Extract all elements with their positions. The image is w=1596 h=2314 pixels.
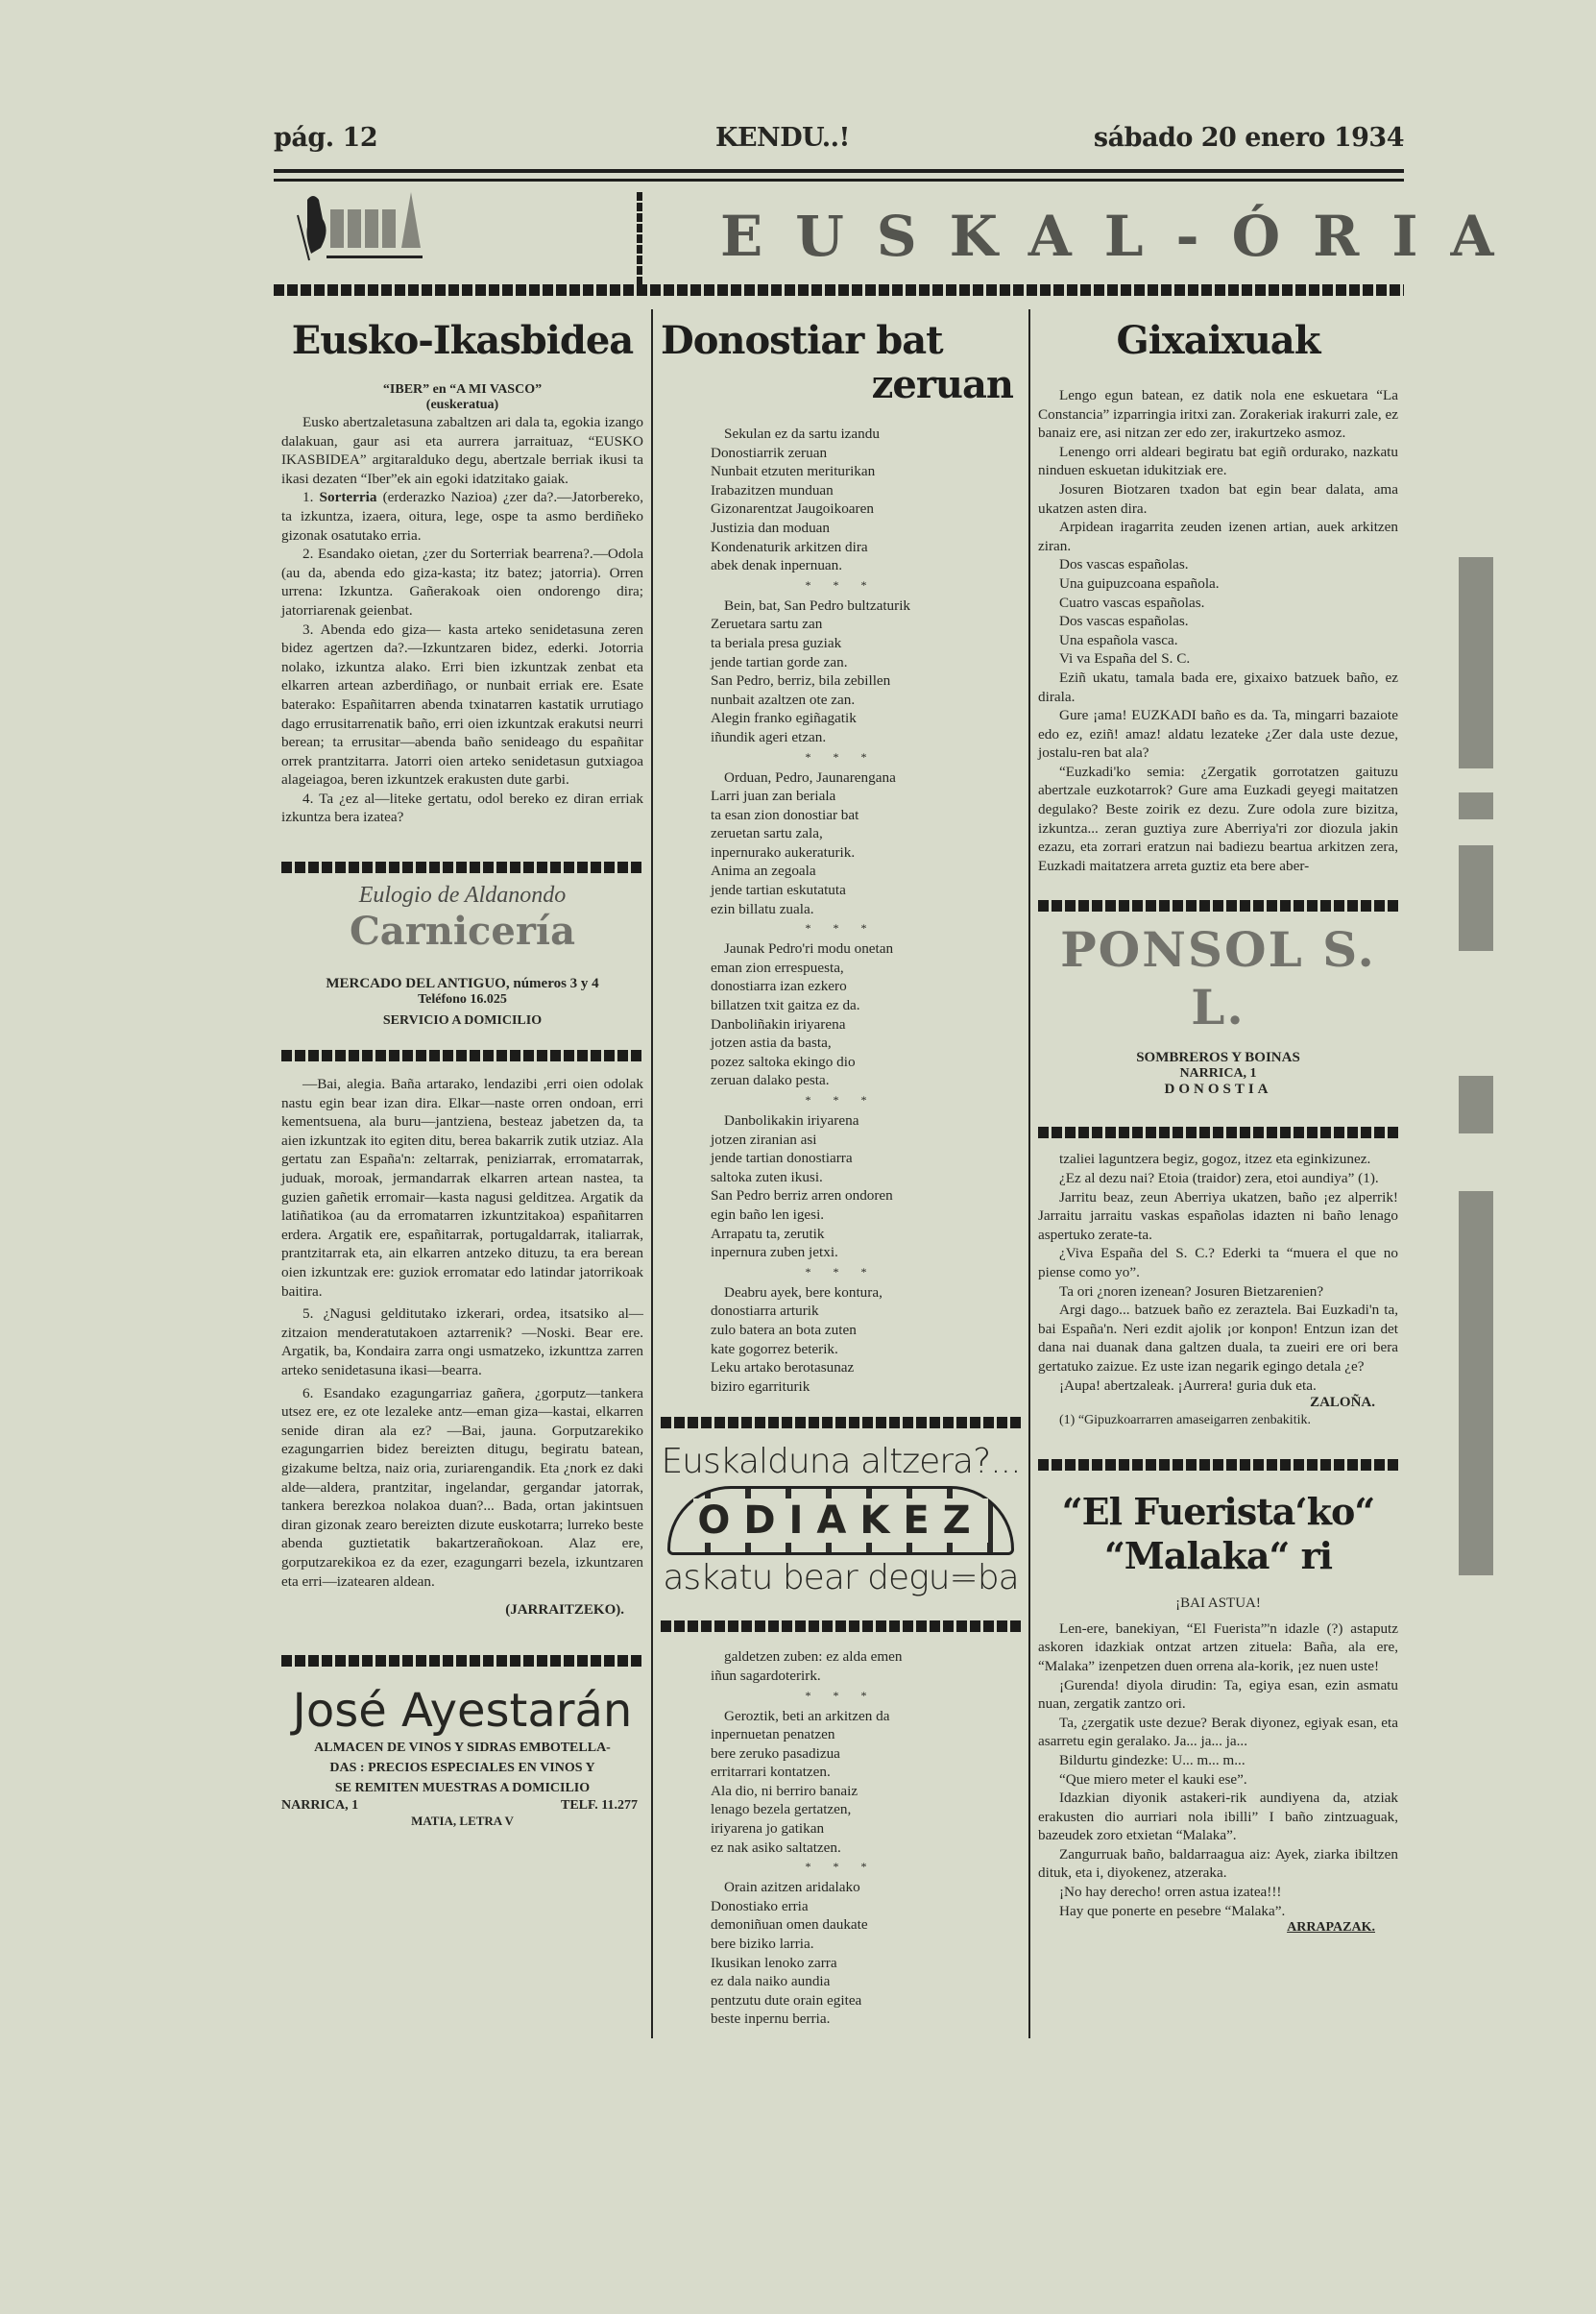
paragraph: Una española vasca. bbox=[1059, 631, 1178, 648]
ad-logo-text: ODIAKEZ bbox=[693, 1498, 987, 1543]
item-number: 6. bbox=[302, 1384, 314, 1401]
article-title-2b: “Malaka“ ri bbox=[1103, 1533, 1333, 1577]
ad-line: SOMBREROS Y BOINAS bbox=[1136, 1050, 1300, 1066]
banner-divider bbox=[637, 192, 642, 296]
poem-line: inpernurako aukeraturik. bbox=[711, 843, 856, 861]
paragraph: ¿Ez al dezu nai? Etoia (traidor) zera, etoi aundiya” (1). bbox=[1059, 1170, 1379, 1187]
poem-line: egin baño len igesi. bbox=[711, 1206, 825, 1223]
article-subtitle: “IBER” en “A MI VASCO” bbox=[382, 382, 543, 397]
article-title: Gixaixuak bbox=[1116, 318, 1320, 363]
advertisement-ayestaran bbox=[281, 1684, 643, 1829]
divider bbox=[661, 1417, 1021, 1428]
poem-line: jotzen ziranian asi bbox=[711, 1131, 817, 1148]
poem-line: bere zeruko pasadizua bbox=[711, 1744, 840, 1762]
ad-owner: Eulogio de Aldanondo bbox=[358, 883, 567, 909]
paragraph: Cuatro vascas españolas. bbox=[1059, 594, 1205, 611]
ad-name: José Ayestarán bbox=[292, 1684, 633, 1739]
ad-line: SE REMITEN MUESTRAS A DOMICILIO bbox=[334, 1781, 591, 1796]
poem-stanza bbox=[711, 939, 1021, 1090]
poem-line: demoniñuan omen daukate bbox=[711, 1916, 868, 1934]
paragraph: ¡Gurenda! diyola dirudin: Ta, egiya esan, ezin asmatu nuan, zergatik zantzo ori. bbox=[1038, 1676, 1398, 1713]
item-text: Esandako oietan, ¿zer du Sorterriak bearrena?.—Odola (au da, abenda edo giza-kasta; itz batez; jatorria). Orren urrena: Izkuntza. Gañerakoak oien ondorengo dira; jatorriarenak geienbat. bbox=[281, 546, 643, 619]
paragraph bbox=[281, 1384, 643, 1592]
poem-title-line-2: zeruan bbox=[871, 362, 1013, 407]
poem-title-line-1: Donostiar bat bbox=[661, 318, 943, 363]
numbered-paragraph bbox=[281, 545, 643, 620]
item-text: Esandako ezagungarriaz gañera, ¿gorputz—tankera utsez ere, ez ote lezaleke antz—eman giza—kastai, elkarren senide diran ala ez? —Bai, jauna. Gorputzarekiko ezagungarrien bidez bereizten ditugu, begiratu batean, gizakume beltza, naiz oria, zuriarengandik. Eta ¿nork ez daki alde—aldera, prantzitar, ingelandar, gergandar jatorrak, tankera berezkoa nolakoa duan?... Bada, ortan jakintsuen diran gizonak zearo bereizten dizute euskotarra; lurreko beste abenda guztietatik bakartzerañokoan. Alaz ere, gorputzarekikoa ez da ezer, ezagungarri bezela, izkuntzaren eta erri—izatearen aldean. bbox=[281, 1384, 643, 1590]
poem-line: donostiarra arturik bbox=[711, 1303, 819, 1320]
stanza-separator: * * * bbox=[805, 577, 877, 592]
poem-line: Anima an zegoala bbox=[711, 863, 816, 880]
article-signature: ARRAPAZAK. bbox=[1287, 1920, 1375, 1936]
item-text: ¿Nagusi gelditutako izkerari, ordea, itsatsiko al—zitzaion menderatutakoen aztarrenik? —Noski. Bear ere. Argatik, ba, Kondaira zarra ongi usmatzeko, izkunttza zarren arteko senidetasuna ikasi—bearra. bbox=[281, 1305, 643, 1378]
poem-line: jotzen astia da basta, bbox=[711, 1035, 832, 1052]
paragraph: Hay que ponerte en pesebre “Malaka”. bbox=[1059, 1902, 1286, 1919]
poem-line: Alegin franko egiñagatik bbox=[711, 710, 857, 727]
footnote-text: (1) “Gipuzkoarrarren amaseigarren zenbakitik. bbox=[1059, 1413, 1311, 1428]
article-title: Eusko-Ikasbidea bbox=[291, 318, 634, 363]
paragraph: Arpidean iragarrita zeuden izenen artian, auek arkitzen ziran. bbox=[1038, 519, 1398, 554]
poem-stanza bbox=[711, 1283, 1021, 1397]
poem-line: ezin billatu zuala. bbox=[711, 900, 814, 917]
ad-phone: TELF. 11.277 bbox=[560, 1798, 638, 1814]
poem-line: inpernuetan penatzen bbox=[711, 1726, 835, 1743]
divider bbox=[1038, 900, 1398, 912]
item-number: 2. bbox=[302, 546, 314, 563]
poem-line: jende tartian gorde zan. bbox=[711, 653, 848, 670]
item-number: 3. bbox=[302, 621, 314, 638]
poem-line: Irabazitzen munduan bbox=[711, 481, 834, 499]
poem-line: jende tartian eskutatuta bbox=[711, 882, 846, 899]
paragraph: Una guipuzcoana española. bbox=[1059, 574, 1220, 592]
poem-stanza bbox=[711, 1647, 1021, 1685]
divider bbox=[281, 1655, 643, 1667]
poem-line: Ala dio, ni berriro banaiz bbox=[711, 1782, 858, 1799]
issue-date: sábado 20 enero 1934 bbox=[1093, 123, 1404, 153]
advertisement-odiakez bbox=[661, 1438, 1021, 1601]
stanza-separator: * * * bbox=[805, 1093, 877, 1107]
poem-line: ta esan zion donostiar bat bbox=[711, 806, 859, 823]
poem-line: zeruan dalako pesta. bbox=[711, 1072, 830, 1089]
poem-line: abek denak inpernuan. bbox=[711, 557, 843, 574]
poem-line: Gizonarentzat Jaugoikoaren bbox=[711, 500, 874, 518]
divider bbox=[281, 1050, 643, 1061]
paragraph: Josuren Biotzaren txadon bat egin bear dalata, ama ukatzen asten dira. bbox=[1038, 480, 1398, 517]
poem-line: Nunbait etzuten meriturikan bbox=[711, 463, 876, 480]
divider bbox=[1038, 1127, 1398, 1138]
ad-phone: Teléfono 16.025 bbox=[418, 992, 507, 1008]
stanza-separator: * * * bbox=[805, 749, 877, 764]
poem-line: galdetzen zuben: ez alda emen bbox=[724, 1648, 903, 1666]
paragraph: ¡No hay derecho! orren astua izatea!!! bbox=[1059, 1884, 1282, 1901]
poem-stanza bbox=[711, 597, 1021, 747]
newspaper-title: KENDU..! bbox=[715, 123, 850, 153]
article-signoff: (JARRAITZEKO). bbox=[505, 1602, 624, 1619]
poem-line: ta beriala presa guziak bbox=[711, 634, 842, 651]
article-title-2a: “El Fuerista‘ko“ bbox=[1061, 1489, 1375, 1533]
item-text: Abenda edo giza— kasta arteko senidetasuna zeren bidez agertzen da?.—Izkuntzaren bidez, ederki. Jotorria nolako, izkuntza alako. Erri bien izkuntzak zenbat eta elkarren artean azberdiñago, or nunbait erriak ere. Esate baterako: Españitarren abenda txinatarren kastatik urrutiago dago errusitarrenatik baño, erri oien izkuntzak erakutsi neurri berean; ta errusitar—abenda baño senideago du españitar orrek prantzitarra. Jatorri oien arteko senidetasun gutxiagoa alageiagoa, beren izkuntzek erakusten dute garbi. bbox=[281, 621, 643, 789]
poem-body bbox=[661, 425, 1021, 1396]
poem-line: Bein, bat, San Pedro bultzaturik bbox=[724, 597, 911, 614]
item-term: Sorterria bbox=[319, 489, 377, 506]
stanza-separator: * * * bbox=[805, 921, 877, 936]
poem-line: zeruetan sartu zala, bbox=[711, 825, 823, 842]
numbered-paragraph bbox=[281, 621, 643, 790]
poem-line: Geroztik, beti an arkitzen da bbox=[724, 1707, 890, 1724]
stanza-separator: * * * bbox=[805, 1860, 877, 1874]
banner-rule bbox=[274, 284, 1404, 296]
paragraph: Zangurruak baño, baldarraagua aiz: Ayek, ziarka ibiltzen dituk, eta i, diyokenez, atzeraka. bbox=[1038, 1845, 1398, 1882]
poem-line: ez nak asiko saltatzen. bbox=[711, 1839, 841, 1856]
ad-line: DONOSTIA bbox=[1164, 1082, 1272, 1098]
paragraph: Ta, ¿zergatik uste dezue? Berak diyonez, egiyak esan, eta asarretu egin geralako. Ja... ja... ja... bbox=[1038, 1714, 1398, 1750]
poem-line: Deabru ayek, bere kontura, bbox=[724, 1283, 883, 1301]
poem-line: beste inpernu berria. bbox=[711, 2010, 831, 2028]
poem-line: Danboliñakin iriyarena bbox=[711, 1015, 846, 1033]
column-1 bbox=[274, 309, 651, 2038]
page-number: pág. 12 bbox=[274, 123, 378, 153]
poem-line: Leku artako berotasunaz bbox=[711, 1359, 855, 1376]
poem-line: iriyarena jo gatikan bbox=[711, 1820, 825, 1838]
divider bbox=[1038, 1459, 1398, 1471]
numbered-paragraph bbox=[281, 488, 643, 545]
poem-line: inpernura zuben jetxi. bbox=[711, 1244, 838, 1261]
ad-extra: MATIA, LETRA V bbox=[411, 1814, 514, 1829]
poem-line: Donostiako erria bbox=[711, 1897, 809, 1914]
poem-line: San Pedro berriz arren ondoren bbox=[711, 1187, 893, 1205]
item-number: 4. bbox=[302, 790, 314, 807]
paragraph: Idazkian diyonik astakeri-rik aundiyena da, atziak erakusten dio aurriari nola ibilli” I baño zintzuaguak, bazeudek zoro etxietan “Malaka”. bbox=[1038, 1790, 1398, 1844]
section-logo-illustration bbox=[288, 188, 432, 267]
divider bbox=[661, 1620, 1021, 1632]
paragraph: Jarritu beaz, zeun Aberriya ukatzen, baño ¡ez alperrik! Jarraitu jarraitu vaskas españolas idazten ni baño lenago aspertuko zerate-ta. bbox=[1038, 1188, 1398, 1243]
margin-stamp bbox=[1455, 557, 1497, 1585]
paragraph: Len-ere, banekiyan, “El Fuerista”'n idazle (?) astaputz askoren idazkiak ontzat artzen zituela: Baña, ala ere, “Malaka” izenpetzen duen orrena ala-korik, ¡ez nuen uste! bbox=[1038, 1620, 1398, 1674]
poem-line: ez dala naiko aundia bbox=[711, 1973, 831, 1990]
poem-line: Jaunak Pedro'ri modu onetan bbox=[724, 940, 894, 958]
article-body bbox=[1038, 386, 1398, 875]
footnote bbox=[1038, 1411, 1398, 1430]
poem-stanza bbox=[711, 1878, 1021, 2029]
paragraph: ¿Viva España del S. C.? Ederki ta “muera el que no piense como yo”. bbox=[1038, 1245, 1398, 1280]
poem-line: eman zion errespuesta, bbox=[711, 959, 844, 976]
article-body-continued bbox=[281, 1075, 643, 1591]
paragraph: Lenengo orri aldeari begiratu bat egiñ ordurako, nazkatu ninduen eskuetan idukitziak ere. bbox=[1038, 443, 1398, 479]
paragraph: Bildurtu gindezke: U... m... m... bbox=[1059, 1751, 1245, 1768]
poem-line: Ikusikan lenoko zarra bbox=[711, 1954, 837, 1971]
ad-logo bbox=[667, 1486, 1013, 1555]
stanza-separator: * * * bbox=[805, 1264, 877, 1279]
paragraph: Gure ¡ama! EUZKADI baño es da. Ta, mingarri bazaiote edo ez, eziñ! amaz! aldatu lezateke ¿Zer dala uste dezue, jostalu-ren bat ala? bbox=[1038, 707, 1398, 762]
paragraph: “Que miero meter el kauki ese”. bbox=[1059, 1770, 1247, 1788]
numbered-paragraph bbox=[281, 790, 643, 827]
item-number: 1. bbox=[302, 489, 314, 506]
ad-business: Carnicería bbox=[349, 909, 576, 955]
poem-line: Arrapatu ta, zerutik bbox=[711, 1225, 825, 1242]
poem-line: jende tartian donostiarra bbox=[711, 1150, 853, 1167]
item-text: Ta ¿ez al—liteke gertatu, odol bereko ez diran erriak izkuntza bera izatea? bbox=[281, 790, 643, 826]
paragraph: Lengo egun batean, ez datik nola ene eskuetara “La Constancia” izparringia iritxi zan. Zorakeriak irakurri zale, ez banaiz ere, asi nitzan zer edo zer, irakurtzeko asmoz. bbox=[1038, 387, 1398, 442]
poem-stanza bbox=[711, 1707, 1021, 1858]
article-signature: ZALOÑA. bbox=[1310, 1395, 1375, 1411]
ad-name: PONSOL S. L. bbox=[1060, 921, 1376, 1036]
ad-address: NARRICA, 1 bbox=[281, 1798, 359, 1814]
header-rule bbox=[274, 179, 1404, 182]
poem-line: Orduan, Pedro, Jaunarengana bbox=[724, 768, 896, 786]
paragraph: ¡Aupa! abertzaleak. ¡Aurrera! guria duk eta. bbox=[1059, 1376, 1317, 1394]
item-text: (erderazko Nazioa) ¿zer da?.—Jatorbereko, ta izkuntza, izaera, oitura, lege, ospe ta asmo berdiñeko gizonak osatutako erria. bbox=[281, 489, 643, 544]
section-title: EUSKAL-ÓRIA bbox=[720, 204, 1527, 269]
poem-line: Donostiarrik zeruan bbox=[711, 444, 828, 461]
poem-line: zulo batera an bota zuten bbox=[711, 1321, 857, 1338]
paragraph: tzaliei laguntzera begiz, gogoz, itzez eta eginkizunez. bbox=[1059, 1151, 1371, 1168]
paragraph: Ta ori ¿noren izenean? Josuren Bietzarenien? bbox=[1059, 1282, 1324, 1300]
poem-line: Zeruetara sartu zan bbox=[711, 616, 823, 633]
poem-body-continued bbox=[661, 1647, 1021, 2029]
poem-line: pentzutu dute orain egitea bbox=[711, 1991, 862, 2009]
poem-line: lenago bezela gertatzen, bbox=[711, 1801, 852, 1818]
poem-line: biziro egarriturik bbox=[711, 1377, 810, 1395]
paragraph bbox=[281, 1075, 643, 1301]
item-text: —Bai, alegia. Baña artarako, lendazibi ,erri oien odolak nastu egin bear izan dira. Elkar—naste orren ondoan, erri kementsuena, ala buru—jantziena, besteaz jabetzen da, ta aien izkuntzak ito egiten ditu, berea bakarrik zutik utziaz. Ala gertatu zan España'n: zeltarrak, peniziarrak, erromatarrak, juduak, moroak, jermandarrak elkarren artean nastea, ta guzien gañetik erromair—kasta nagusi gelditzea. Argatik da latiñatikoa (au da erromatarren izkuntzitakoa) españitarren erdera. Argatik ere, españitarrak, portugaldarrak, italiarrak, prantzitarrak eta, ain elkarren antzeko dituzu, ta era berean oien izkuntzak ere: guziok erromatar edo latindar jatorrikoak baitira. bbox=[281, 1076, 643, 1300]
stanza-separator: * * * bbox=[805, 1688, 877, 1702]
poem-line: Orain azitzen aridalako bbox=[724, 1879, 860, 1896]
article-body-continued bbox=[1038, 1150, 1398, 1395]
poem-line: kate gogorrez beterik. bbox=[711, 1340, 838, 1357]
ad-top-line: Euskalduna altzera?... bbox=[661, 1442, 1021, 1482]
divider bbox=[281, 862, 643, 873]
poem-stanza bbox=[711, 1111, 1021, 1262]
poem-line: San Pedro, berriz, bila zebillen bbox=[711, 672, 891, 690]
article-subtitle-2: (euskeratua) bbox=[425, 398, 499, 412]
ad-line: DAS : PRECIOS ESPECIALES EN VINOS Y bbox=[329, 1761, 595, 1776]
paragraph: Dos vascas españolas. bbox=[1059, 613, 1189, 630]
advertisement-ponsol bbox=[1038, 921, 1398, 1098]
article-subtitle: ¡BAI ASTUA! bbox=[1175, 1595, 1261, 1611]
header-rule bbox=[274, 169, 1404, 173]
advertisement-carniceria bbox=[281, 883, 643, 1029]
paragraph bbox=[281, 1304, 643, 1379]
poem-line: bere biziko larria. bbox=[711, 1936, 814, 1953]
poem-stanza bbox=[711, 768, 1021, 919]
column-3 bbox=[1028, 309, 1406, 2038]
paragraph: Eusko abertzaletasuna zabaltzen ari dala ta, egokia izango dalakuan, gaur asi eta aurrera jarraituaz, “EUSKO IKASBIDEA” argitaralduko degu, abertzale berriak ikusi ta ikasi dezaten “Iber”ek ain egoki idatzitako gaiak. bbox=[281, 414, 643, 487]
paragraph: Vi va España del S. C. bbox=[1059, 650, 1191, 668]
article-body bbox=[1038, 1620, 1398, 1921]
poem-line: pozez saltoka ekingo dio bbox=[711, 1053, 856, 1070]
poem-line: Kondenaturik arkitzen dira bbox=[711, 538, 868, 555]
poem-line: Danbolikakin iriyarena bbox=[724, 1112, 859, 1129]
poem-line: nunbait azaltzen ote zan. bbox=[711, 691, 856, 708]
ad-line: NARRICA, 1 bbox=[1179, 1066, 1257, 1082]
poem-line: donostiarra izan ezkero bbox=[711, 978, 847, 995]
poem-line: Larri juan zan beriala bbox=[711, 788, 836, 805]
poem-line: iñundik ageri etzan. bbox=[711, 728, 827, 745]
poem-line: Justizia dan moduan bbox=[711, 519, 831, 536]
ad-bottom-line: askatu bear degu=ba bbox=[663, 1558, 1019, 1598]
poem-line: billatzen txit gaitza ez da. bbox=[711, 997, 860, 1014]
column-2 bbox=[651, 309, 1028, 2038]
page-columns bbox=[274, 309, 1407, 2038]
poem-line: saltoka zuten ikusi. bbox=[711, 1168, 823, 1185]
poem-stanza bbox=[711, 425, 1021, 575]
poem-line: erritarrari kontatzen. bbox=[711, 1764, 831, 1781]
paragraph: Argi dago... batzuek baño ez zeraztela. Bai Euzkadi'n ta, bai España'n. Neri ezdit ajolik ¡or konpon! Entzun izan det dana nai duanak dana galtzen duala, ta zueiri ere ori bera gertatuko zaizue. Ez uste izan negarik egingo detala ¿e? bbox=[1038, 1302, 1398, 1375]
paragraph: “Euzkadi'ko semia: ¿Zergatik gorrotatzen gaituzu abertzale euzkotarrok? Gure ama Euzkadi geyegi maitatzen degulako? Beste zoirik ez dezu. Zure odola zure bizitza, izkuntza... zeran guztiya zure Aberriya'ri zor diozula jakin ezazu, eta zorrari eratzun nai badiezu beartua arkitzen zera, Euzkadi maitatzera arreta guztiz eta bere aber- bbox=[1038, 763, 1398, 874]
ad-address: MERCADO DEL ANTIGUO, números 3 y 4 bbox=[326, 976, 599, 992]
ad-service: SERVICIO A DOMICILIO bbox=[382, 1013, 543, 1029]
poem-line: iñun sagardoterirk. bbox=[711, 1667, 821, 1684]
poem-line: Sekulan ez da sartu izandu bbox=[724, 426, 880, 442]
ad-line: ALMACEN DE VINOS Y SIDRAS EMBOTELLA- bbox=[314, 1741, 611, 1756]
paragraph: Dos vascas españolas. bbox=[1059, 556, 1189, 573]
item-number: 5. bbox=[302, 1305, 314, 1323]
article-body bbox=[281, 413, 643, 827]
paragraph: Eziñ ukatu, tamala bada ere, gixaixo batzuek baño, ez dirala. bbox=[1038, 669, 1398, 705]
page-header bbox=[274, 123, 1404, 158]
